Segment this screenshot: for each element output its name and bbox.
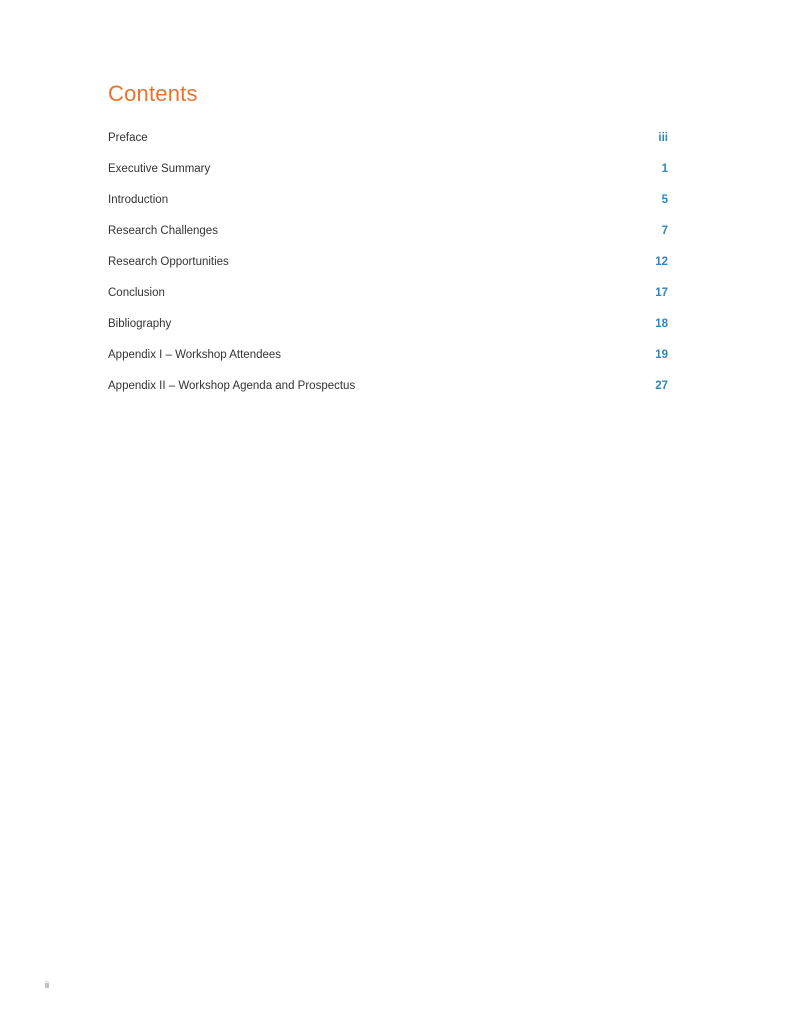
toc-entry-label[interactable]: Executive Summary (108, 162, 211, 175)
toc-entry-label[interactable]: Conclusion (108, 286, 165, 299)
toc-entry-research-challenges[interactable] (108, 215, 668, 246)
toc-entry-page-number[interactable]: 12 (655, 255, 668, 268)
toc-entry-appendix-ii[interactable] (108, 370, 668, 401)
toc-entry-introduction[interactable] (108, 184, 668, 215)
toc-entry-appendix-i[interactable] (108, 339, 668, 370)
toc-entry-label[interactable]: Bibliography (108, 317, 172, 330)
toc-entry-bibliography[interactable] (108, 308, 668, 339)
toc-entry-label[interactable]: Research Opportunities (108, 255, 229, 268)
toc-entry-label[interactable]: Introduction (108, 193, 169, 206)
table-of-contents (108, 122, 668, 401)
toc-entry-conclusion[interactable] (108, 277, 668, 308)
toc-entry-research-opportunities[interactable] (108, 246, 668, 277)
toc-entry-page-number[interactable]: 5 (661, 193, 668, 206)
toc-entry-page-number[interactable]: 1 (661, 162, 668, 175)
toc-entry-page-number[interactable]: 7 (661, 224, 668, 237)
toc-entry-page-number[interactable]: iii (658, 131, 668, 144)
toc-entry-page-number[interactable]: 19 (655, 348, 668, 361)
toc-entry-page-number[interactable]: 27 (655, 379, 668, 392)
page-folio: ii (45, 980, 49, 990)
toc-entry-page-number[interactable]: 17 (655, 286, 668, 299)
toc-entry-label[interactable]: Preface (108, 131, 148, 144)
toc-entry-preface[interactable] (108, 122, 668, 153)
toc-entry-label[interactable]: Appendix I – Workshop Attendees (108, 348, 282, 361)
toc-entry-label[interactable]: Research Challenges (108, 224, 218, 237)
toc-entry-label[interactable]: Appendix II – Workshop Agenda and Prospectus (108, 379, 356, 392)
page-title: Contents (108, 81, 198, 106)
toc-entry-page-number[interactable]: 18 (655, 317, 668, 330)
toc-entry-executive-summary[interactable] (108, 153, 668, 184)
